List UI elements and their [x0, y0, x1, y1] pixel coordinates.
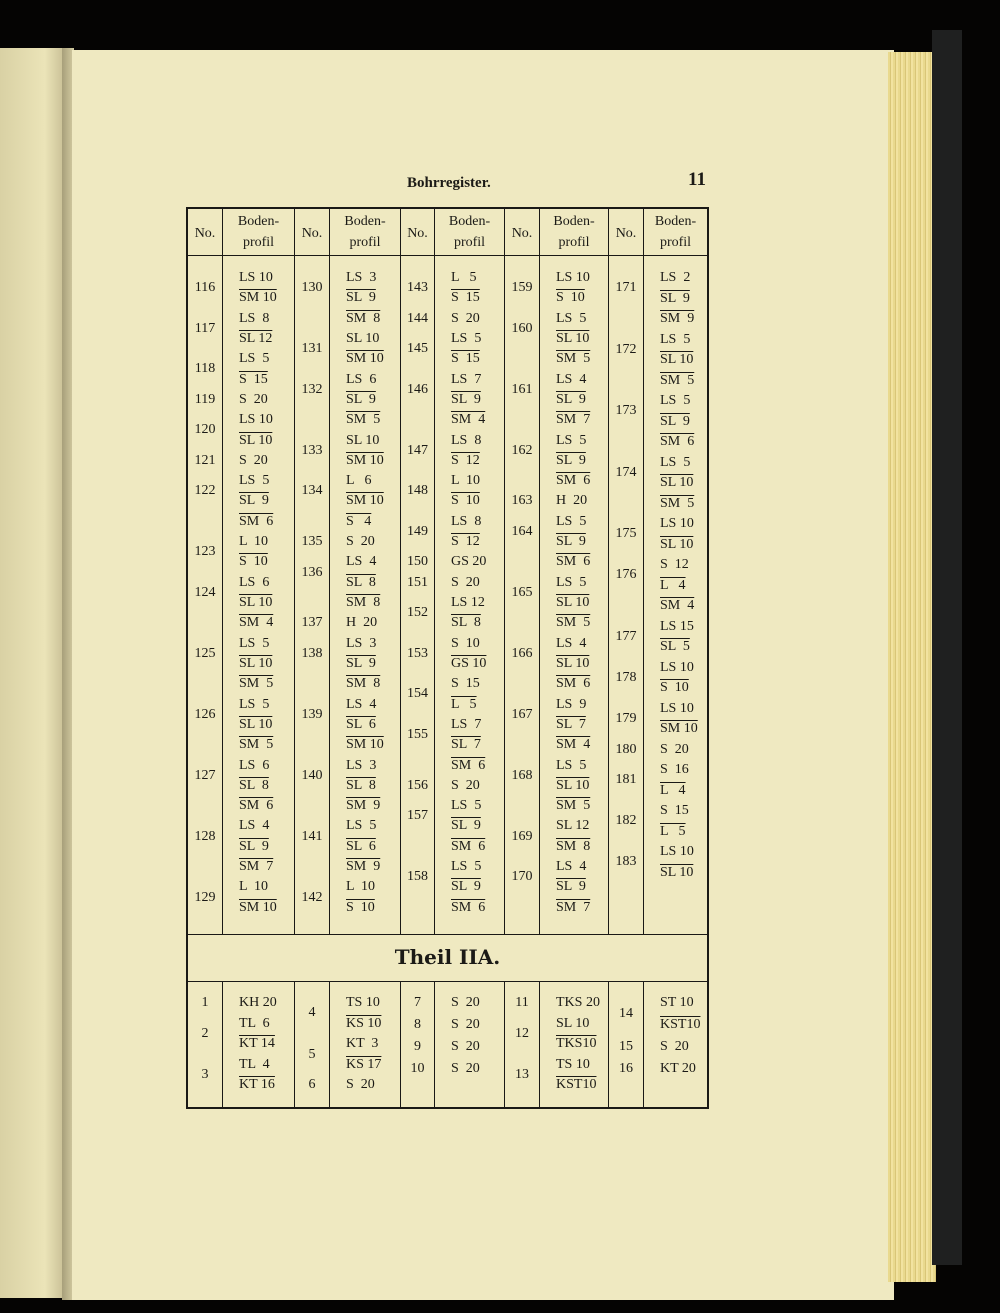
soil-profile-entry: KT 16 — [239, 1077, 275, 1093]
soil-profile-entry: L 5 — [660, 823, 686, 839]
soil-profile-entry: KST10 — [660, 1017, 701, 1032]
boring-number: 120 — [194, 422, 216, 438]
soil-profile-entry: KT 14 — [239, 1036, 275, 1052]
row-rule — [188, 255, 707, 256]
boring-number: 116 — [194, 280, 216, 296]
soil-profile-entry: SM 6 — [660, 434, 695, 449]
soil-profile-entry: KH 20 — [239, 995, 277, 1010]
soil-profile-entry: L 5 — [451, 696, 477, 712]
boring-number: 144 — [407, 310, 428, 326]
boring-number: 162 — [511, 442, 533, 458]
soil-profile-entry: LS 3 — [346, 635, 377, 651]
column-rule — [539, 209, 540, 934]
soil-profile-entry: S 15 — [451, 676, 480, 692]
soil-profile-entry: KS 17 — [346, 1056, 382, 1072]
soil-profile-entry: LS 10 — [660, 659, 694, 675]
soil-profile-entry: SM 5 — [556, 351, 591, 367]
boring-number: 131 — [301, 341, 323, 357]
soil-profile-entry: LS 5 — [451, 798, 482, 814]
soil-profile-entry: S 15 — [239, 371, 268, 387]
soil-profile-entry: SM 9 — [346, 798, 381, 814]
boring-number: 140 — [301, 767, 323, 783]
soil-profile-entry: SL 10 — [346, 330, 380, 346]
boring-number: 6 — [308, 1077, 316, 1093]
soil-profile-entry: LS 10 — [556, 270, 590, 285]
boring-number: 5 — [308, 1046, 316, 1062]
soil-profile-entry: SM 7 — [556, 412, 591, 428]
soil-profile-entry: SM 5 — [556, 798, 591, 814]
boring-number: 153 — [407, 645, 428, 661]
header-no: No. — [511, 226, 533, 241]
soil-profile-entry: SL 7 — [556, 716, 586, 732]
soil-profile-entry: LS 10 — [239, 412, 273, 428]
boring-number: 158 — [407, 869, 428, 885]
soil-profile-entry: S 10 — [239, 554, 268, 570]
boring-number: 168 — [511, 767, 533, 783]
header-bodenprofil: Boden- profil — [448, 214, 491, 250]
soil-profile-entry: SM 5 — [660, 372, 695, 388]
soil-profile-entry: SL 9 — [556, 534, 586, 550]
soil-profile-entry: SM 9 — [660, 311, 695, 326]
boring-number: 12 — [515, 1025, 529, 1041]
boring-number: 154 — [407, 686, 428, 702]
boring-number: 1 — [201, 995, 209, 1010]
soil-profile-entry: LS 10 — [660, 516, 694, 531]
soil-profile-entry: SM 6 — [239, 798, 274, 814]
soil-profile-entry: SM 6 — [556, 473, 591, 489]
header-no: No. — [407, 226, 428, 241]
bohrregister-table — [186, 207, 709, 1109]
boring-number: 137 — [301, 615, 323, 631]
soil-profile-entry: LS 5 — [556, 432, 587, 448]
boring-number: 129 — [194, 889, 216, 905]
soil-profile-entry: S 16 — [660, 762, 689, 777]
soil-profile-entry: L 10 — [346, 879, 376, 895]
soil-profile-entry: SL 7 — [451, 737, 481, 753]
boring-number: 136 — [301, 564, 323, 580]
soil-profile-entry: SL 9 — [451, 879, 481, 895]
page-number: 11 — [688, 169, 706, 190]
soil-profile-entry: SM 6 — [451, 757, 486, 773]
boring-number: 9 — [414, 1039, 421, 1054]
column-rule — [222, 209, 223, 934]
soil-profile-entry: S 10 — [556, 290, 585, 306]
boring-number: 7 — [414, 995, 421, 1010]
boring-number: 130 — [301, 280, 323, 296]
boring-number: 128 — [194, 828, 216, 844]
boring-number: 133 — [301, 442, 323, 458]
boring-number: 14 — [619, 1006, 633, 1021]
soil-profile-entry: SL 10 — [660, 864, 694, 880]
boring-number: 143 — [407, 280, 428, 296]
soil-profile-entry: TS 10 — [346, 995, 380, 1010]
section-title: Theil IIA. — [394, 945, 501, 969]
soil-profile-entry: SM 6 — [239, 513, 274, 529]
soil-profile-entry: SL 10 — [239, 716, 273, 732]
soil-profile-entry: SM 10 — [346, 452, 384, 468]
soil-profile-entry: SM 8 — [346, 595, 381, 610]
header-no: No. — [194, 226, 216, 241]
soil-profile-entry: LS 5 — [556, 513, 587, 529]
soil-profile-entry: ST 10 — [660, 995, 694, 1010]
soil-profile-entry: SM 7 — [556, 899, 591, 915]
soil-profile-entry: SL 9 — [451, 818, 481, 834]
boring-number: 178 — [615, 669, 637, 685]
soil-profile-entry: LS 8 — [451, 432, 482, 448]
soil-profile-entry: SM 10 — [346, 351, 384, 367]
soil-profile-entry: LS 5 — [346, 818, 377, 834]
soil-profile-entry: SM 4 — [451, 412, 486, 428]
soil-profile-entry: SM 5 — [556, 615, 591, 631]
soil-profile-entry: SL 9 — [346, 290, 376, 306]
soil-profile-entry: S 20 — [346, 1077, 375, 1093]
soil-profile-entry: SL 10 — [239, 595, 273, 610]
page-block-edge — [888, 52, 936, 1282]
soil-profile-entry: SL 9 — [556, 879, 586, 895]
soil-profile-entry: SL 10 — [239, 432, 273, 448]
soil-profile-entry: SL 5 — [660, 639, 690, 654]
boring-number: 3 — [201, 1067, 209, 1083]
soil-profile-entry: SM 10 — [239, 290, 277, 306]
soil-profile-entry: LS 5 — [451, 330, 482, 346]
soil-profile-entry: S 20 — [451, 995, 480, 1010]
soil-profile-entry: SL 10 — [556, 655, 590, 671]
soil-profile-entry: LS 15 — [660, 618, 694, 634]
boring-number: 156 — [407, 777, 428, 793]
boring-number: 4 — [308, 1005, 316, 1021]
soil-profile-entry: S 10 — [346, 899, 375, 915]
soil-profile-entry: LS 4 — [346, 554, 377, 570]
soil-profile-entry: L 4 — [660, 577, 686, 593]
boring-number: 127 — [194, 767, 216, 783]
running-title: Bohrregister. — [407, 175, 491, 191]
soil-profile-entry: KT 3 — [346, 1036, 379, 1052]
boring-number: 8 — [414, 1017, 421, 1032]
soil-profile-entry: SL 10 — [346, 432, 380, 448]
column-rule — [434, 981, 435, 1107]
soil-profile-entry: SM 7 — [239, 859, 274, 875]
soil-profile-entry: TS 10 — [556, 1056, 590, 1072]
boring-number: 166 — [511, 645, 533, 661]
soil-profile-entry: SL 8 — [346, 777, 376, 793]
boring-number: 164 — [511, 523, 533, 539]
soil-profile-entry: SL 9 — [660, 413, 690, 429]
soil-profile-entry: S 20 — [451, 1061, 480, 1076]
soil-profile-entry: SL 10 — [556, 330, 590, 346]
column-rule — [504, 209, 505, 934]
boring-number: 165 — [511, 584, 533, 600]
boring-number: 11 — [515, 995, 529, 1010]
soil-profile-entry: SM 5 — [239, 737, 274, 753]
boring-number: 124 — [194, 584, 216, 600]
boring-number: 148 — [407, 483, 428, 499]
boring-number: 141 — [301, 828, 323, 844]
soil-profile-entry: S 15 — [660, 803, 689, 818]
soil-profile-entry: GS 10 — [451, 655, 487, 671]
header-bodenprofil: Boden- profil — [344, 214, 386, 250]
soil-profile-entry: LS 6 — [239, 574, 270, 590]
boring-number: 159 — [511, 280, 533, 296]
soil-profile-entry: S 20 — [660, 741, 689, 757]
column-rule — [222, 981, 223, 1107]
soil-profile-entry: SL 10 — [556, 777, 590, 793]
boring-number: 177 — [615, 628, 637, 644]
soil-profile-entry: SM 4 — [556, 737, 591, 753]
soil-profile-entry: S 10 — [451, 635, 480, 651]
soil-profile-entry: L 10 — [239, 879, 269, 895]
soil-profile-entry: LS 10 — [660, 844, 694, 859]
soil-profile-entry: L 10 — [451, 473, 481, 489]
boring-number: 170 — [511, 869, 533, 885]
soil-profile-entry: LS 5 — [451, 859, 482, 875]
book-cover — [932, 30, 962, 1265]
boring-number: 125 — [194, 645, 216, 661]
boring-number: 175 — [615, 526, 637, 542]
header-bodenprofil: Boden- profil — [237, 214, 280, 250]
soil-profile-entry: SM 10 — [660, 721, 698, 736]
boring-number: 138 — [301, 645, 323, 661]
soil-profile-entry: SM 8 — [346, 310, 381, 326]
soil-profile-entry: SM 5 — [346, 412, 381, 428]
soil-profile-entry: SL 10 — [556, 595, 590, 610]
boring-number: 10 — [410, 1061, 425, 1076]
soil-profile-entry: LS 4 — [239, 818, 270, 834]
boring-number: 119 — [194, 391, 216, 407]
column-rule — [434, 209, 435, 934]
boring-number: 172 — [615, 341, 637, 357]
boring-number: 182 — [615, 813, 637, 829]
soil-profile-entry: LS 4 — [556, 859, 587, 875]
soil-profile-entry: S 20 — [451, 1039, 480, 1054]
boring-number: 147 — [407, 442, 428, 458]
boring-number: 139 — [301, 706, 323, 722]
boring-number: 132 — [301, 381, 323, 397]
soil-profile-entry: S 12 — [660, 557, 689, 572]
soil-profile-entry: LS 4 — [556, 371, 587, 387]
soil-profile-entry: KS 10 — [346, 1015, 382, 1031]
soil-profile-entry: L 4 — [660, 782, 686, 798]
soil-profile-entry: S 20 — [451, 310, 480, 326]
boring-number: 180 — [615, 741, 637, 757]
header-no: No. — [301, 226, 323, 241]
column-rule — [643, 981, 644, 1107]
soil-profile-entry: GS 20 — [451, 554, 487, 570]
boring-number: 160 — [511, 320, 533, 336]
soil-profile-entry: LS 6 — [346, 371, 377, 387]
soil-profile-entry: SM 6 — [556, 554, 591, 570]
column-rule — [329, 981, 330, 1107]
soil-profile-entry: SM 6 — [451, 899, 486, 915]
boring-number: 145 — [407, 341, 428, 357]
soil-profile-entry: SL 9 — [346, 655, 376, 671]
boring-number: 179 — [615, 710, 637, 726]
soil-profile-entry: TL 6 — [239, 1015, 270, 1031]
soil-profile-entry: LS 9 — [556, 696, 587, 712]
soil-profile-entry: LS 10 — [660, 700, 694, 716]
soil-profile-entry: SL 6 — [346, 716, 376, 732]
soil-profile-entry: S 4 — [346, 513, 372, 529]
soil-profile-entry: SL 12 — [239, 330, 273, 346]
column-rule — [643, 209, 644, 934]
soil-profile-entry: S 20 — [451, 777, 480, 793]
boring-number: 13 — [515, 1067, 529, 1083]
boring-number: 183 — [615, 854, 637, 870]
soil-profile-entry: LS 5 — [556, 310, 587, 326]
soil-profile-entry: SM 8 — [346, 676, 381, 692]
soil-profile-entry: SL 8 — [346, 574, 376, 590]
soil-profile-entry: SM 8 — [556, 838, 591, 854]
boring-number: 150 — [407, 554, 428, 570]
boring-number: 123 — [194, 544, 216, 560]
soil-profile-entry: LS 4 — [346, 696, 377, 712]
soil-profile-entry: LS 8 — [239, 310, 270, 326]
soil-profile-entry: SL 9 — [346, 391, 376, 407]
soil-profile-entry: SM 9 — [346, 859, 381, 875]
soil-profile-entry: S 12 — [451, 452, 480, 468]
soil-profile-entry: LS 5 — [660, 454, 691, 470]
header-bodenprofil: Boden- profil — [553, 214, 595, 250]
soil-profile-entry: SM 10 — [239, 899, 277, 915]
soil-profile-entry: L 10 — [239, 534, 269, 550]
soil-profile-entry: S 20 — [660, 1039, 689, 1054]
soil-profile-entry: SL 9 — [556, 391, 586, 407]
column-rule — [329, 209, 330, 934]
soil-profile-entry: SL 9 — [239, 838, 269, 854]
soil-profile-entry: LS 12 — [451, 595, 485, 610]
soil-profile-entry: S 20 — [239, 391, 268, 407]
soil-profile-entry: SL 10 — [660, 352, 694, 367]
boring-number: 171 — [615, 280, 637, 296]
soil-profile-entry: H 20 — [556, 493, 588, 509]
soil-profile-entry: LS 5 — [239, 696, 270, 712]
soil-profile-entry: LS 3 — [346, 757, 377, 773]
soil-profile-entry: L 5 — [451, 270, 477, 285]
soil-profile-entry: SL 9 — [451, 391, 481, 407]
boring-number: 176 — [615, 567, 637, 583]
boring-number: 152 — [407, 605, 428, 621]
boring-number: 181 — [615, 772, 637, 788]
soil-profile-entry: LS 5 — [660, 393, 691, 408]
soil-profile-entry: SL 8 — [451, 615, 481, 631]
soil-profile-entry: SL 9 — [556, 452, 586, 468]
soil-profile-entry: SM 6 — [451, 838, 486, 854]
soil-profile-entry: LS 4 — [556, 635, 587, 651]
soil-profile-entry: SM 5 — [660, 495, 695, 511]
soil-profile-entry: TL 4 — [239, 1056, 270, 1072]
boring-number: 174 — [615, 464, 637, 480]
soil-profile-entry: SM 6 — [556, 676, 591, 692]
left-page-edge — [0, 48, 64, 1298]
soil-profile-entry: S 20 — [346, 534, 375, 550]
soil-profile-entry: LS 5 — [239, 473, 270, 489]
boring-number: 155 — [407, 727, 428, 743]
boring-number: 167 — [511, 706, 533, 722]
boring-number: 134 — [301, 483, 323, 499]
soil-profile-entry: SL 9 — [239, 493, 269, 509]
column-rule — [539, 981, 540, 1107]
row-rule — [188, 981, 707, 982]
soil-profile-entry: S 20 — [451, 1017, 480, 1032]
soil-profile-entry: S 10 — [451, 493, 480, 509]
header-no: No. — [615, 226, 637, 241]
row-rule — [188, 934, 707, 935]
soil-profile-entry: KT 20 — [660, 1061, 696, 1076]
header-bodenprofil: Boden- profil — [654, 214, 697, 250]
boring-number: 118 — [194, 361, 216, 377]
boring-number: 15 — [619, 1039, 633, 1054]
boring-number: 151 — [407, 574, 428, 590]
soil-profile-entry: SM 4 — [239, 615, 274, 631]
soil-profile-entry: S 20 — [451, 574, 480, 590]
soil-profile-entry: TKS10 — [556, 1036, 597, 1052]
soil-profile-entry: LS 5 — [660, 331, 691, 347]
soil-profile-entry: LS 5 — [556, 757, 587, 773]
soil-profile-entry: LS 7 — [451, 371, 482, 387]
soil-profile-entry: H 20 — [346, 615, 378, 631]
soil-profile-entry: SM 10 — [346, 493, 384, 509]
soil-profile-entry: S 15 — [451, 351, 480, 367]
boring-number: 135 — [301, 534, 323, 550]
boring-number: 126 — [194, 706, 216, 722]
soil-profile-entry: S 20 — [239, 452, 268, 468]
boring-number: 122 — [194, 483, 216, 499]
soil-profile-entry: LS 8 — [451, 513, 482, 529]
soil-profile-entry: SL 12 — [556, 818, 590, 834]
boring-number: 173 — [615, 403, 637, 419]
boring-number: 146 — [407, 381, 428, 397]
soil-profile-entry: S 12 — [451, 534, 480, 550]
boring-number: 2 — [201, 1025, 209, 1041]
soil-profile-entry: LS 5 — [239, 351, 270, 367]
soil-profile-entry: SL 9 — [660, 290, 690, 306]
boring-number: 117 — [194, 320, 216, 336]
soil-profile-entry: LS 5 — [556, 574, 587, 590]
boring-number: 163 — [511, 493, 533, 509]
soil-profile-entry: SL 10 — [660, 536, 694, 552]
boring-number: 169 — [511, 828, 533, 844]
boring-number: 142 — [301, 889, 323, 905]
soil-profile-entry: SL 10 — [239, 655, 273, 671]
soil-profile-entry: S 10 — [660, 680, 689, 695]
soil-profile-entry: SM 5 — [239, 676, 274, 692]
soil-profile-entry: LS 7 — [451, 716, 482, 732]
soil-profile-entry: LS 2 — [660, 270, 691, 285]
soil-profile-entry: LS 6 — [239, 757, 270, 773]
boring-number: 149 — [407, 523, 428, 539]
soil-profile-entry: SL 8 — [239, 777, 269, 793]
soil-profile-entry: TKS 20 — [556, 995, 600, 1010]
soil-profile-entry: SL 10 — [556, 1015, 590, 1031]
soil-profile-entry: L 6 — [346, 473, 372, 489]
soil-profile-entry: SM 10 — [346, 737, 384, 753]
soil-profile-entry: SM 4 — [660, 598, 695, 613]
soil-profile-entry: S 15 — [451, 290, 480, 306]
boring-number: 161 — [511, 381, 533, 397]
soil-profile-entry: LS 10 — [239, 270, 273, 285]
boring-number: 157 — [407, 808, 428, 824]
soil-profile-entry: SL 10 — [660, 475, 694, 490]
boring-number: 16 — [619, 1061, 633, 1076]
soil-profile-entry: LS 3 — [346, 270, 377, 285]
soil-profile-entry: LS 5 — [239, 635, 270, 651]
soil-profile-entry: KST10 — [556, 1077, 597, 1093]
boring-number: 121 — [194, 452, 216, 468]
soil-profile-entry: SL 6 — [346, 838, 376, 854]
